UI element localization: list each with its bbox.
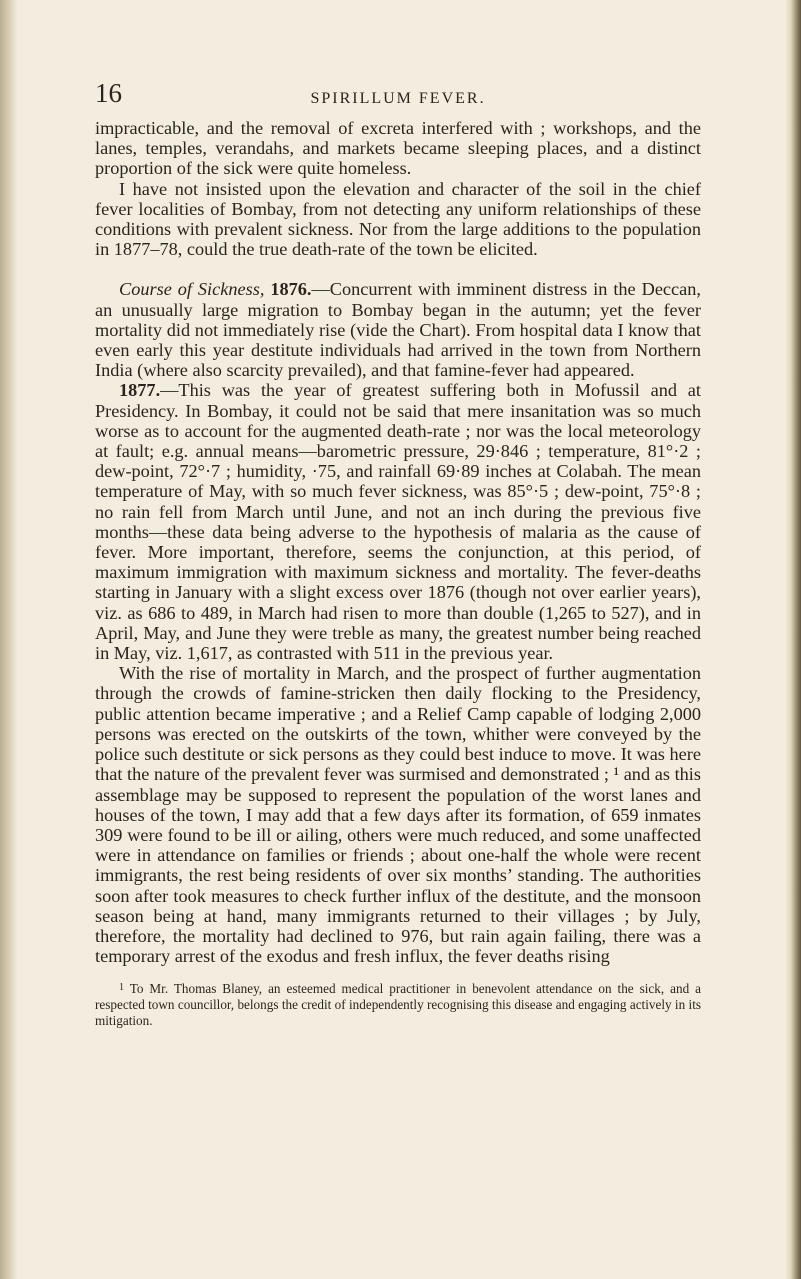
page-left-edge-shadow xyxy=(0,0,18,1279)
page-header xyxy=(95,60,701,118)
running-head: SPIRILLUM FEVER. xyxy=(310,90,486,107)
paragraph: I have not insisted upon the elevation and character of the soil in the chief fever localities of Bombay, from not detecting any uniform relationships of these conditions with prevalent sickness. Nor from the large additions to the population in 1877–78, could the true death-rate of the town be elicited. xyxy=(95,178,701,260)
year-label-1877: 1877. xyxy=(119,380,161,401)
paragraph-course-of-sickness: Course of Sickness, 1876.—Concurrent with imminent distress in the Deccan, an unusually large migration to Bombay began in the autumn; yet the fever mortality did not immediately rise (vide the Chart). From hospital data I know that even early this year destitute individuals had arrived in the town from Northern India (where also scarcity prevailed), and that famine-fever had appeared. xyxy=(95,279,701,381)
paragraph-1877: 1877.—This was the year of greatest suffering both in Mofussil and at Presidency. In Bombay, it could not be said that mere insanitation was so much worse as to account for the augmented death-rate ; nor was the local meteorology at fault; e.g. annual means—barometric pressure, 29·846 ; temperature, 81°·2 ; dew-point, 72°·7 ; humidity, ·75, and rainfall 69·89 inches at Colabah. The mean temperature of May, with so much fever sickness, was 85°·5 ; dew-point, 75°·8 ; no rain fell from March until June, and not an inch during the previous five months—these data being adverse to the hypothesis of malaria as the cause of fever. More important, therefore, seems the conjunction, at this period, of maximum immigration with maximum sickness and mortality. The fever-deaths starting in January with a slight excess over 1876 (though not over earlier years), viz. as 686 to 489, in March had risen to more than double (1,265 to 527), and in April, May, and June they were treble as many, the greatest number being reached in May, viz. 1,617, as contrasted with 511 in the previous year. xyxy=(95,380,701,664)
year-label-1876: 1876. xyxy=(270,279,312,300)
footnote-mark: 1 xyxy=(119,982,124,994)
page-number: 16 xyxy=(95,78,122,108)
paragraph: impracticable, and the removal of excreta interfered with ; workshops, and the lanes, temples, verandahs, and markets became sleeping places, and a distinct proportion of the sick were quite homeless. xyxy=(95,118,701,179)
section-lead: Course of Sickness, xyxy=(119,279,265,300)
footnote-text: To Mr. Thomas Blaney, an esteemed medical practitioner in benevolent attendance on the sick, and a respected town councillor, belongs the credit of independently recognising this disease and engaging actively in its mitigation. xyxy=(95,981,701,1029)
book-page xyxy=(95,60,701,1029)
paragraph: With the rise of mortality in March, and the prospect of further augmentation through the crowds of famine-stricken then daily flocking to the Presidency, public attention became imperative ; and a Relief Camp capable of lodging 2,000 persons was erected on the outskirts of the town, whither were conveyed by the police such destitute or sick persons as they could best induce to move. It was here that the nature of the prevalent fever was surmised and demonstrated ; ¹ and as this assemblage may be supposed to represent the population of the worst lanes and houses of the town, I may add that a few days after its formation, of 659 inmates 309 were found to be ill or ailing, others were much reduced, and some unaffected were in attendance on families or friends ; about one-half the whole were recent immigrants, the rest being residents of over six months’ standing. The authorities soon after took measures to check further influx of the destitute, and the monsoon season being at hand, many immigrants returned to their villages ; by July, therefore, the mortality had declined to 976, but rain again failing, there was a temporary arrest of the exodus and fresh influx, the fever deaths rising xyxy=(95,663,701,967)
footnote xyxy=(95,980,701,1029)
book-spine-edge xyxy=(785,0,801,1279)
